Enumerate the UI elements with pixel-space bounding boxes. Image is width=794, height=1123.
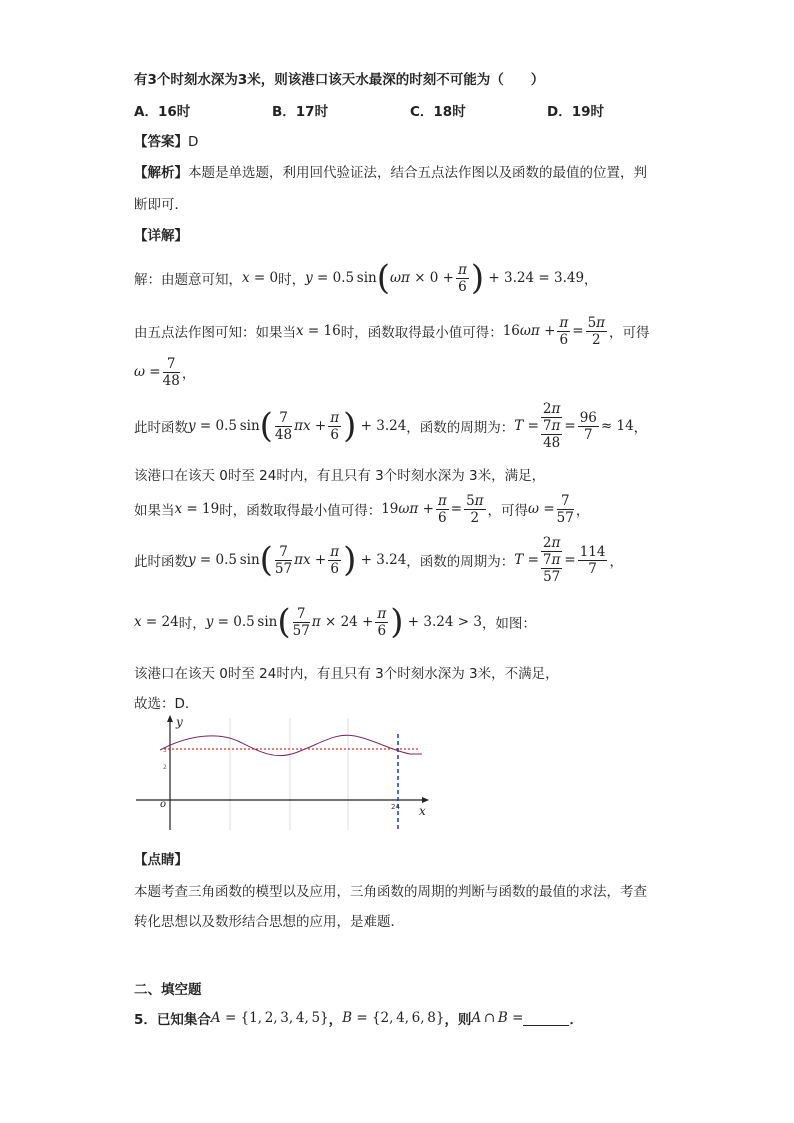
detail-line-6: 如果当 x = 19 时，函数取得最小值可得： 19 ωπ + $\frac{\pi}{6}$ = $\frac{5\pi}{2}$ ，可得 ω = $\frac{7}{57}$ ， [134,492,590,526]
graph-gridlines [230,718,348,830]
analysis-tag: 【解析】 [134,165,188,181]
option-a: A．16时 [134,104,191,120]
option-c: C．18时 [410,104,466,120]
y-tick-3: 3 [163,747,167,754]
answer-line [134,130,198,150]
detail-line-7: 此时函数 y = 0.5 sin ( $\frac{7}{57}$ πx + $\frac{\pi}{6}$ ) + 3.24 ，函数的周期为： T = $\frac{2\pi}{\frac{7\pi}{57}}$ = $\frac{114}{7}$ ， [134,535,623,585]
answer-tag: 【答案】 [134,134,188,150]
detail-line-3: ω = $\frac{7}{48}$ ， [134,355,196,389]
detail-tag: 【详解】 [134,228,188,244]
detail-line-1: 解：由题意可知， x = 0 时， y = 0.5 sin ( ωπ × 0 + $\frac{\pi}{6}$ ) + 3.24 = 3.49 ， [134,258,598,298]
detail-line-8: x = 24 时， y = 0.5 sin ( $\frac{7}{57}$ π × 24 + $\frac{\pi}{6}$ ) + 3.24 > 3 ，如图： [134,602,536,642]
sine-graph [130,712,435,834]
option-d: D．19时 [547,104,604,120]
answer-blank[interactable] [523,1011,569,1026]
x-axis-arrow-icon [422,797,429,803]
analysis-line-1: 【解析】本题是单选题，利用回代验证法，结合五点法作图以及函数的最值的位置，判 [134,165,647,181]
answer-value: D [188,134,199,150]
detail-line-9: 该港口在该天 0时至 24时内，有且只有 3个时刻水深为 3米，不满足， [134,666,559,682]
option-b: B．17时 [272,104,329,120]
x-tick-24: 24 [391,803,400,811]
detail-line-4: 此时函数 y = 0.5 sin ( $\frac{7}{48}$ πx + $\frac{\pi}{6}$ ) + 3.24 ，函数的周期为： T = $\frac{2\pi}{\frac{7\pi}{48}}$ = $\frac{96}{7}$ ≈ 14 ， [134,401,648,451]
detail-line-10: 故选：D． [134,696,199,712]
question-stem: 有3个时刻水深为3米，则该港口该天水最深的时刻不可能为（ ） [134,72,545,88]
y-tick-2: 2 [163,764,167,771]
origin-label: o [160,799,167,810]
y-axis-label: y [176,715,183,729]
comment-line-2: 转化思想以及数形结合思想的应用，是难题． [134,914,404,930]
x-axis-label: x [419,804,426,818]
comment-line-1: 本题考查三角函数的模型以及应用，三角函数的周期的判断与函数的最值的求法，考查 [134,884,647,900]
y-axis-arrow-icon [167,715,173,722]
section-title: 二、填空题 [134,982,202,998]
analysis-line-2: 断即可． [134,197,188,213]
question-5: 5．已知集合 A = {1, 2, 3, 4, 5} ， B = {2, 4, 6, 8} ，则 A ∩ B = ． [134,1010,583,1028]
detail-line-5: 该港口在该天 0时至 24时内，有且只有 3个时刻水深为 3米，满足， [134,468,546,484]
detail-line-2: 由五点法作图可知：如果当 x = 16 时，函数取得最小值可得： 16 ωπ + $\frac{\pi}{6}$ = $\frac{5\pi}{2}$ ，可得 [134,314,650,348]
sine-curve [160,735,422,755]
comment-tag: 【点睛】 [134,852,188,868]
